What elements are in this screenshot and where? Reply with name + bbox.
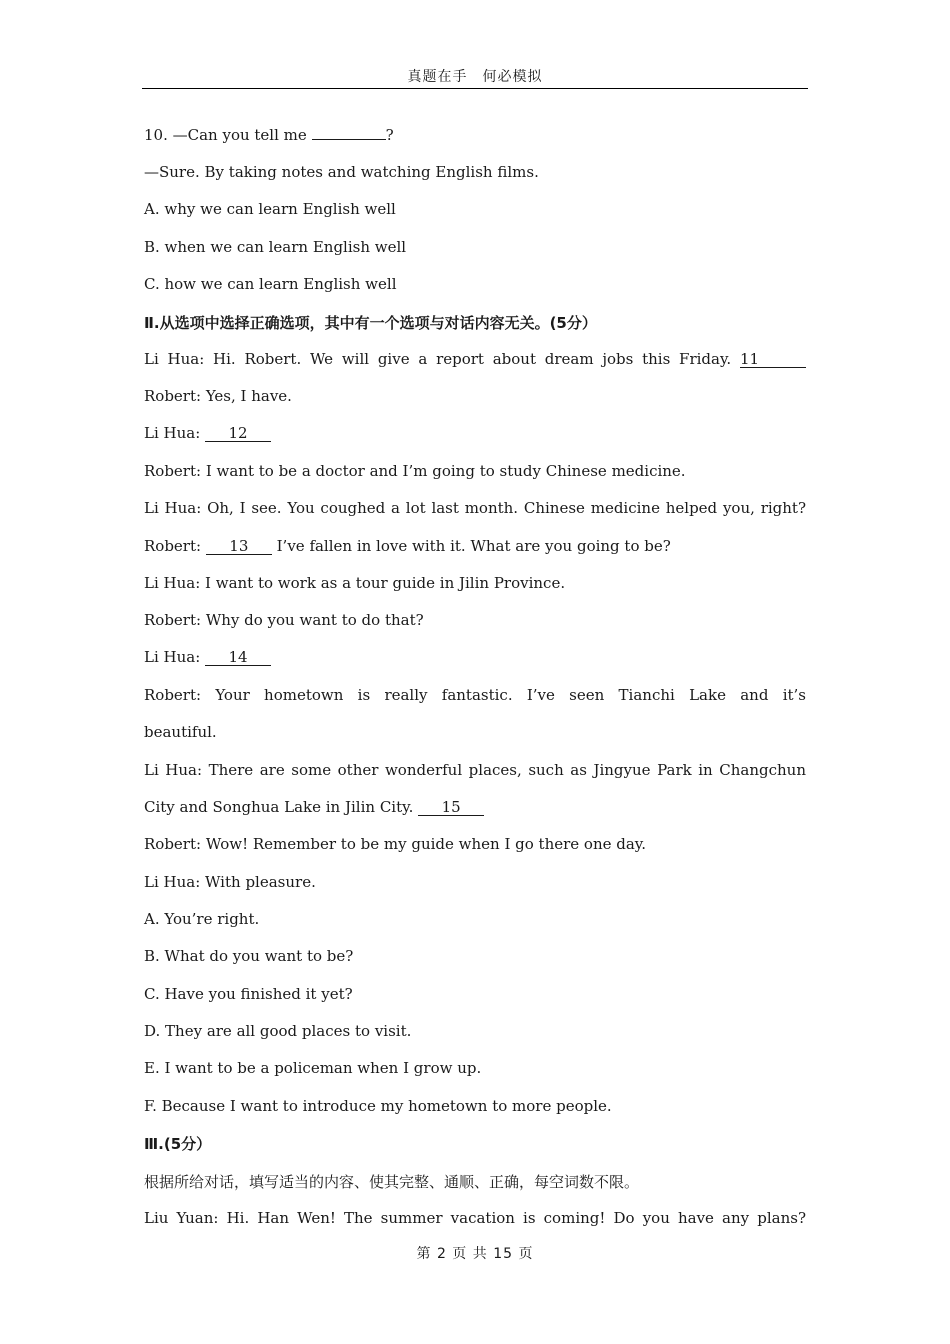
blank-12: 12 [205, 426, 271, 442]
q10-option-a: A. why we can learn English well [144, 200, 396, 218]
q10-answer-blank [312, 139, 386, 140]
dialogue-line-10b: beautiful. [144, 723, 217, 741]
dialogue-line-12: Robert: Wow! Remember to be my guide when I go there one day. [144, 835, 647, 853]
dialogue-line-10a: Robert: Your hometown is really fantastic. I’ve seen Tianchi Lake and it’s [144, 686, 806, 704]
dialogue-line-2: Robert: Yes, I have. [144, 387, 292, 405]
page-footer: 第 2 页 共 15 页 [416, 1246, 534, 1262]
q10-option-c: C. how we can learn English well [144, 275, 397, 293]
dialogue-line-1: Li Hua: Hi. Robert. We will give a report about dream jobs this Friday. 11 [144, 350, 806, 368]
blank-13: 13 [206, 539, 272, 555]
blank-15: 15 [418, 800, 484, 816]
dialogue-line-7: Li Hua: I want to work as a tour guide in Jilin Province. [144, 574, 566, 592]
blank-11: 11 [740, 352, 806, 368]
section-2-option-a: A. You’re right. [144, 910, 260, 928]
question-10-stem: 10. —Can you tell me ? [144, 126, 394, 144]
header-divider [142, 88, 808, 89]
section-3-instruction: 根据所给对话，填写适当的内容、使其完整、通顺、正确，每空词数不限。 [144, 1173, 640, 1191]
dialogue-line-11b: City and Songhua Lake in Jilin City. 15 [144, 798, 484, 816]
section-2-option-f: F. Because I want to introduce my hometown to more people. [144, 1097, 612, 1115]
dialogue-line-6: Robert: 13 I’ve fallen in love with it. What are you going to be? [144, 537, 671, 555]
section-2-option-b: B. What do you want to be? [144, 947, 354, 965]
section-2-option-e: E. I want to be a policeman when I grow up. [144, 1059, 482, 1077]
dialogue-line-13: Li Hua: With pleasure. [144, 873, 316, 891]
section-3-dialogue-line-1: Liu Yuan: Hi. Han Wen! The summer vacation is coming! Do you have any plans? [144, 1209, 806, 1227]
question-10-response: —Sure. By taking notes and watching English films. [144, 163, 539, 181]
dialogue-line-8: Robert: Why do you want to do that? [144, 611, 424, 629]
section-2-option-d: D. They are all good places to visit. [144, 1022, 412, 1040]
page-header: 真题在手 何必模拟 [407, 69, 543, 85]
dialogue-line-9: Li Hua: 14 [144, 648, 271, 666]
dialogue-line-4: Robert: I want to be a doctor and I’m going to study Chinese medicine. [144, 462, 686, 480]
dialogue-line-11a: Li Hua: There are some other wonderful places, such as Jingyue Park in Changchun [144, 761, 806, 779]
dialogue-line-3: Li Hua: 12 [144, 424, 271, 442]
blank-14: 14 [205, 650, 271, 666]
q10-option-b: B. when we can learn English well [144, 238, 407, 256]
section-2-option-c: C. Have you finished it yet? [144, 985, 353, 1003]
section-3-heading: Ⅲ.(5分） [144, 1135, 212, 1153]
section-2-heading: Ⅱ.从选项中选择正确选项，其中有一个选项与对话内容无关。(5分） [144, 314, 597, 332]
dialogue-line-5: Li Hua: Oh, I see. You coughed a lot last month. Chinese medicine helped you, right? [144, 499, 806, 517]
